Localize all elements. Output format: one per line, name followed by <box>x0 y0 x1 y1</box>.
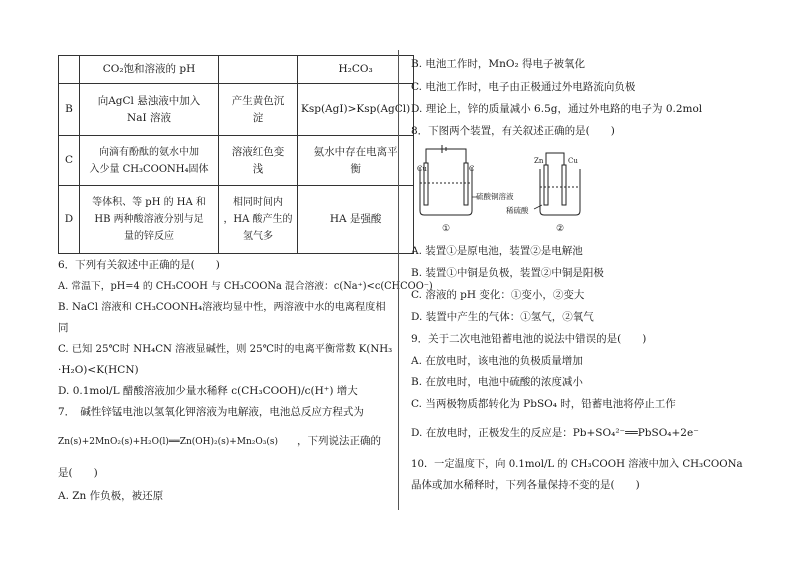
phenomenon-cell <box>219 186 298 254</box>
cell-line: NaI 溶液 <box>127 111 171 124</box>
wire-2 <box>546 153 564 165</box>
electrochem-figure <box>408 143 608 235</box>
leader-2 <box>534 205 542 209</box>
row-label: C <box>59 136 80 186</box>
q8-option-a: A. 装置①是原电池，装置②是电解池 <box>411 245 583 257</box>
cell-line: 量的锌反应 <box>124 231 174 242</box>
conclusion-cell <box>298 136 414 186</box>
cell-line: 入少量 CH₃COONH₄固体 <box>89 163 209 175</box>
phenomenon-cell <box>219 136 298 186</box>
label-device-1: ① <box>442 224 451 234</box>
q6-option-b-cont: 同 <box>58 322 69 334</box>
electrode-cu-2 <box>562 165 566 205</box>
operation-cell <box>80 186 219 254</box>
q7-equation: Zn(s)+2MnO₂(s)+H₂O(l)══Zn(OH)₂(s)+Mn₂O₃(s) <box>58 437 279 447</box>
q9-option-c: C. 当两极物质都转化为 PbSO₄ 时，铅蓄电池将停止工作 <box>411 398 676 410</box>
q8-title: 8．下图两个装置，有关叙述正确的是( ) <box>411 125 615 137</box>
conclusion-cell <box>298 186 414 254</box>
cell-line: 等体积、等 pH 的 HA 和 <box>92 197 206 208</box>
label-cu-1: Cu <box>417 165 427 173</box>
battery-wire-1 <box>426 149 466 163</box>
table-header-cell <box>219 56 298 84</box>
q6-title: 6．下列有关叙述中正确的是( ) <box>58 259 220 271</box>
cell-line: 相同时间内 <box>233 197 283 208</box>
operation-cell <box>80 136 219 186</box>
q6-option-c-cont: ·H₂O)<K(HCN) <box>58 364 139 376</box>
table-row <box>59 186 414 254</box>
table-header-cell: H₂CO₃ <box>298 56 414 84</box>
q7-option-b: B. 电池工作时，MnO₂ 得电子被氧化 <box>411 58 586 70</box>
phenomenon-cell <box>219 84 298 136</box>
label-device-2: ② <box>556 224 565 234</box>
table-header-cell: CO₂饱和溶液的 pH <box>80 56 219 84</box>
row-label: B <box>59 84 80 136</box>
cell-line: 浅 <box>252 162 264 175</box>
cell-line: 氢气多 <box>243 231 273 242</box>
label-cu-2: Cu <box>568 157 578 165</box>
label-solution-1: 硫酸铜溶液 <box>476 192 514 201</box>
q9-option-d: D. 在放电时，正极发生的反应是：Pb+SO₄²⁻══PbSO₄+2e⁻ <box>411 427 699 439</box>
q7-option-d: D. 理论上，锌的质量减小 6.5g，通过外电路的电子为 0.2mol <box>411 103 703 115</box>
cell-line: 氨水中存在电离平 <box>313 145 398 158</box>
q8-option-b: B. 装置①中铜是负极，装置②中铜是阳极 <box>411 267 604 279</box>
table-header-row <box>59 56 414 84</box>
q9-option-b: B. 在放电时，电池中硫酸的浓度减小 <box>411 376 583 388</box>
q10-title-cont: 晶体或加水稀释时，下列各量保持不变的是( ) <box>411 479 640 491</box>
cell-line: 向滴有酚酞的氨水中加 <box>99 146 199 158</box>
conclusion-cell <box>298 84 414 136</box>
label-c-1: C <box>469 165 475 173</box>
cell-line: 向AgCl 悬浊液中加入 <box>97 94 201 107</box>
label-solution-2: 稀硫酸 <box>506 206 529 215</box>
cell-line: ，HA 酸产生的 <box>223 214 293 225</box>
q8-option-d: D. 装置中产生的气体：①氢气，②氧气 <box>411 311 594 323</box>
q7-option-a: A. Zn 作负极，被还原 <box>58 490 164 502</box>
q7-title: 7． 碱性锌锰电池以氢氧化钾溶液为电解液，电池总反应方程式为 <box>58 406 364 418</box>
q6-option-b: B. NaCl 溶液和 CH₃COONH₄溶液均显中性，两溶液中水的电离程度相 <box>58 302 386 313</box>
cell-line: HA 是强酸 <box>329 213 382 225</box>
label-zn: Zn <box>534 157 544 165</box>
q8-option-c: C. 溶液的 pH 变化：①变小，②变大 <box>411 289 585 301</box>
cell-line: Ksp(AgI)>Ksp(AgCl) <box>301 103 411 115</box>
cell-line: HB 两种酸溶液分别与足 <box>94 214 204 225</box>
question-table <box>58 55 414 254</box>
table-row <box>59 136 414 186</box>
q10-title: 10．一定温度下，向 0.1mol/L 的 CH₃COOH 溶液中加入 CH₃COONa <box>411 459 743 470</box>
device-1 <box>420 145 475 215</box>
cell-line: 溶液红色变 <box>231 145 285 158</box>
q7-option-c: C. 电池工作时，电子由正极通过外电路流向负极 <box>411 81 636 93</box>
cell-line: 产生黄色沉 <box>231 94 285 107</box>
q6-option-d: D. 0.1mol/L 醋酸溶液加少量水稀释 c(CH₃COOH)/c(H⁺) 增大 <box>58 385 358 397</box>
q6-option-a: A. 常温下，pH=4 的 CH₃COOH 与 CH₃COONa 混合溶液：c(Na⁺)<c(CHCOO⁻) <box>58 281 433 292</box>
q9-option-a: A. 在放电时，该电池的负极质量增加 <box>411 355 583 367</box>
electrode-c-1 <box>464 163 468 205</box>
operation-cell <box>80 84 219 136</box>
row-label: D <box>59 186 80 254</box>
table-row <box>59 84 414 136</box>
q6-option-c: C. 已知 25℃时 NH₄CN 溶液显碱性，则 25℃时的电离平衡常数 K(NH₃ <box>58 344 393 355</box>
electrode-zn <box>544 165 548 205</box>
table-header-cell <box>59 56 80 84</box>
q7-equation-tail: ，下列说法正确的 <box>297 435 381 447</box>
cell-line: 淀 <box>252 111 264 124</box>
q9-title: 9．关于二次电池铅蓄电池的说法中错误的是( ) <box>411 333 647 345</box>
q7-tail: 是( ) <box>58 467 98 479</box>
cell-line: 衡 <box>350 162 361 175</box>
column-divider <box>398 50 399 510</box>
beaker-2 <box>540 169 580 215</box>
